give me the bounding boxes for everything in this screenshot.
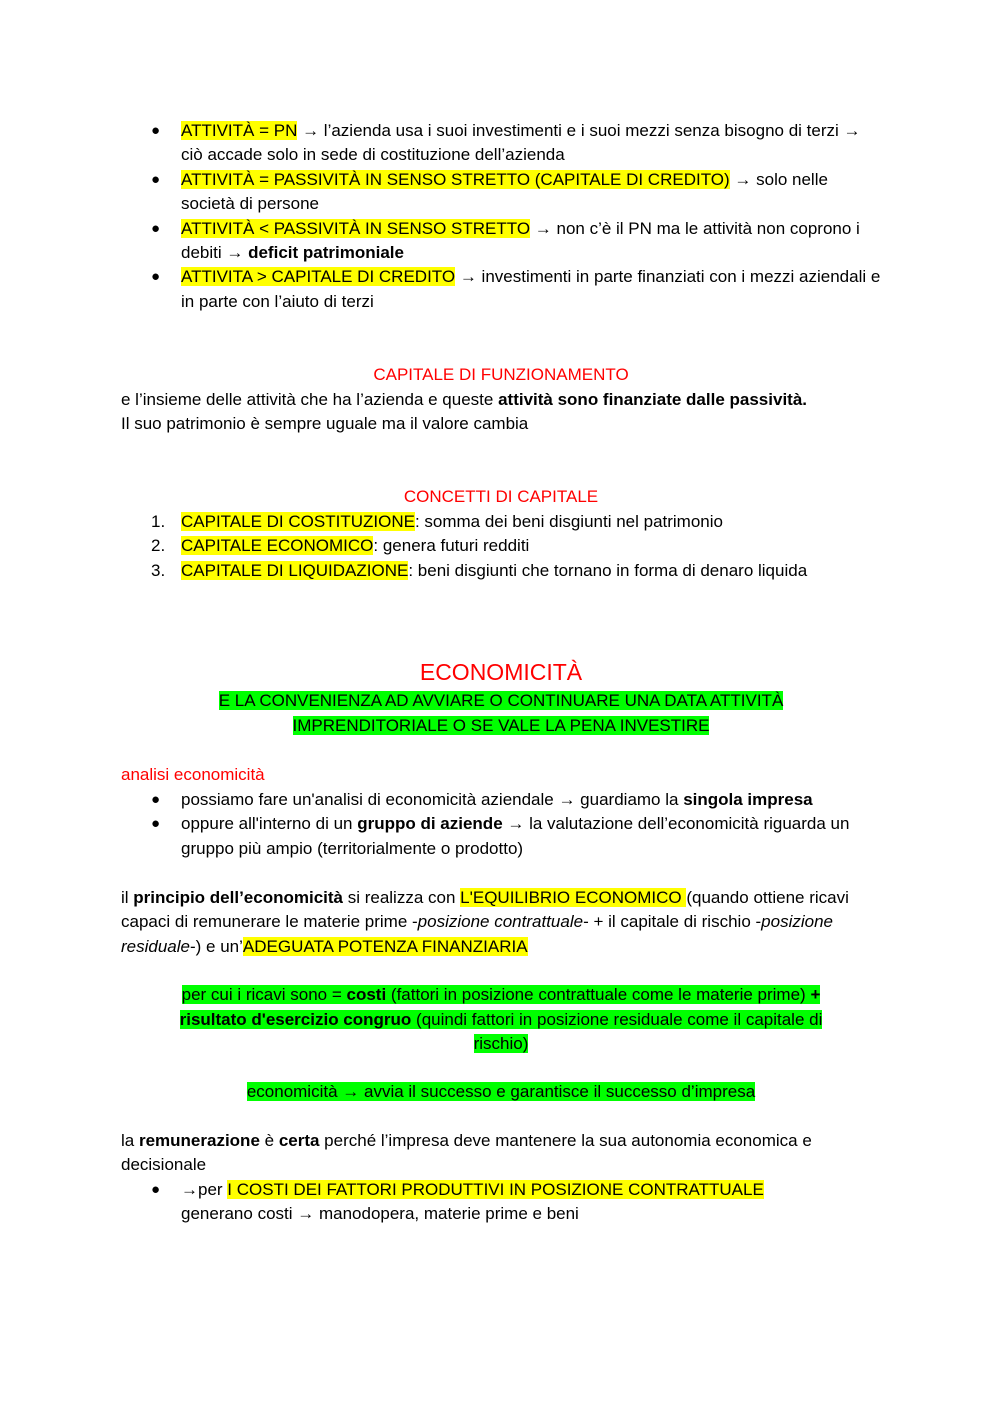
bullet-icon: ● bbox=[151, 791, 161, 808]
list-item: ● oppure all'interno di un gruppo di aziende → la valutazione dell’economicità riguarda un gruppo più ampio (territorialmente o prodotto) bbox=[151, 814, 850, 858]
bullet-icon: ● bbox=[151, 122, 161, 139]
attivita-list bbox=[121, 119, 881, 314]
list-item: ● ATTIVITÀ = PN → l’azienda usa i suoi investimenti e i suoi mezzi senza bisogno di terzi → ciò accade solo in sede di costituzione dell’azienda bbox=[151, 121, 861, 165]
economicita-definition-line-2: IMPRENDITORIALE O SE VALE LA PENA INVESTIRE bbox=[292, 716, 710, 735]
remunerazione-paragraph: la remunerazione è certa perché l’impresa deve mantenere la sua autonomia economica e decisionale bbox=[121, 1131, 812, 1175]
bullet-icon: ● bbox=[151, 268, 161, 286]
ricavi-line-1: per cui i ricavi sono = costi (fattori in posizione contrattuale come le materie prime) + bbox=[181, 985, 821, 1004]
list-item: ● →per I COSTI DEI FATTORI PRODUTTIVI IN POSIZIONE CONTRATTUALE generano costi → manodopera, materie prime e beni bbox=[151, 1180, 764, 1224]
analisi-list bbox=[121, 788, 881, 861]
funzionamento-paragraph: e l’insieme delle attività che ha l’azienda e queste attività sono finanziate dalle passività. bbox=[121, 390, 807, 409]
bullet-icon: ● bbox=[151, 170, 161, 188]
funzionamento-heading: CAPITALE DI FUNZIONAMENTO bbox=[373, 365, 629, 384]
list-item: 1. CAPITALE DI COSTITUZIONE: somma dei beni disgiunti nel patrimonio bbox=[151, 512, 723, 531]
ricavi-line-3: rischio) bbox=[473, 1034, 529, 1053]
list-item: ● ATTIVITA > CAPITALE DI CREDITO → investimenti in parte finanziati con i mezzi aziendali e in parte con l’aiuto di terzi bbox=[151, 267, 881, 311]
ricavi-line-2: risultato d'esercizio congruo (quindi fattori in posizione residuale come il capitale di bbox=[179, 1010, 823, 1029]
economicita-title: ECONOMICITÀ bbox=[419, 659, 583, 685]
funzionamento-paragraph-2: Il suo patrimonio è sempre uguale ma il valore cambia bbox=[121, 414, 529, 433]
concetti-heading: CONCETTI DI CAPITALE bbox=[403, 487, 599, 506]
analisi-heading: analisi economicità bbox=[121, 765, 265, 784]
principio-paragraph: il principio dell’economicità si realizza con L'EQUILIBRIO ECONOMICO (quando ottiene ricavi capaci di remunerare le materie prime -posizione contrattuale- + il capitale di rischio -posizione residuale-) e un’ADEGUATA POTENZA FINANZIARIA bbox=[121, 888, 849, 956]
list-item: 2. CAPITALE ECONOMICO: genera futuri redditi bbox=[151, 536, 530, 556]
bullet-icon: ● bbox=[151, 219, 161, 237]
concetti-list bbox=[121, 510, 881, 583]
costi-list bbox=[121, 1178, 881, 1227]
economicita-definition-line-1: E LA CONVENIENZA AD AVVIARE O CONTINUARE UNA DATA ATTIVITÀ bbox=[218, 691, 784, 710]
bullet-icon: ● bbox=[151, 1181, 161, 1198]
successo-line: economicità → avvia il successo e garantisce il successo d’impresa bbox=[246, 1082, 756, 1101]
list-item: ● ATTIVITÀ = PASSIVITÀ IN SENSO STRETTO (CAPITALE DI CREDITO) → solo nelle società di persone bbox=[151, 169, 828, 214]
bullet-icon: ● bbox=[151, 815, 161, 833]
list-item: 3. CAPITALE DI LIQUIDAZIONE: beni disgiunti che tornano in forma di denaro liquida bbox=[151, 560, 808, 580]
list-item: ● possiamo fare un'analisi di economicità aziendale → guardiamo la singola impresa bbox=[121, 788, 881, 812]
list-item: ● ATTIVITÀ < PASSIVITÀ IN SENSO STRETTO → non c’è il PN ma le attività non coprono i debiti → deficit patrimoniale bbox=[151, 218, 860, 263]
